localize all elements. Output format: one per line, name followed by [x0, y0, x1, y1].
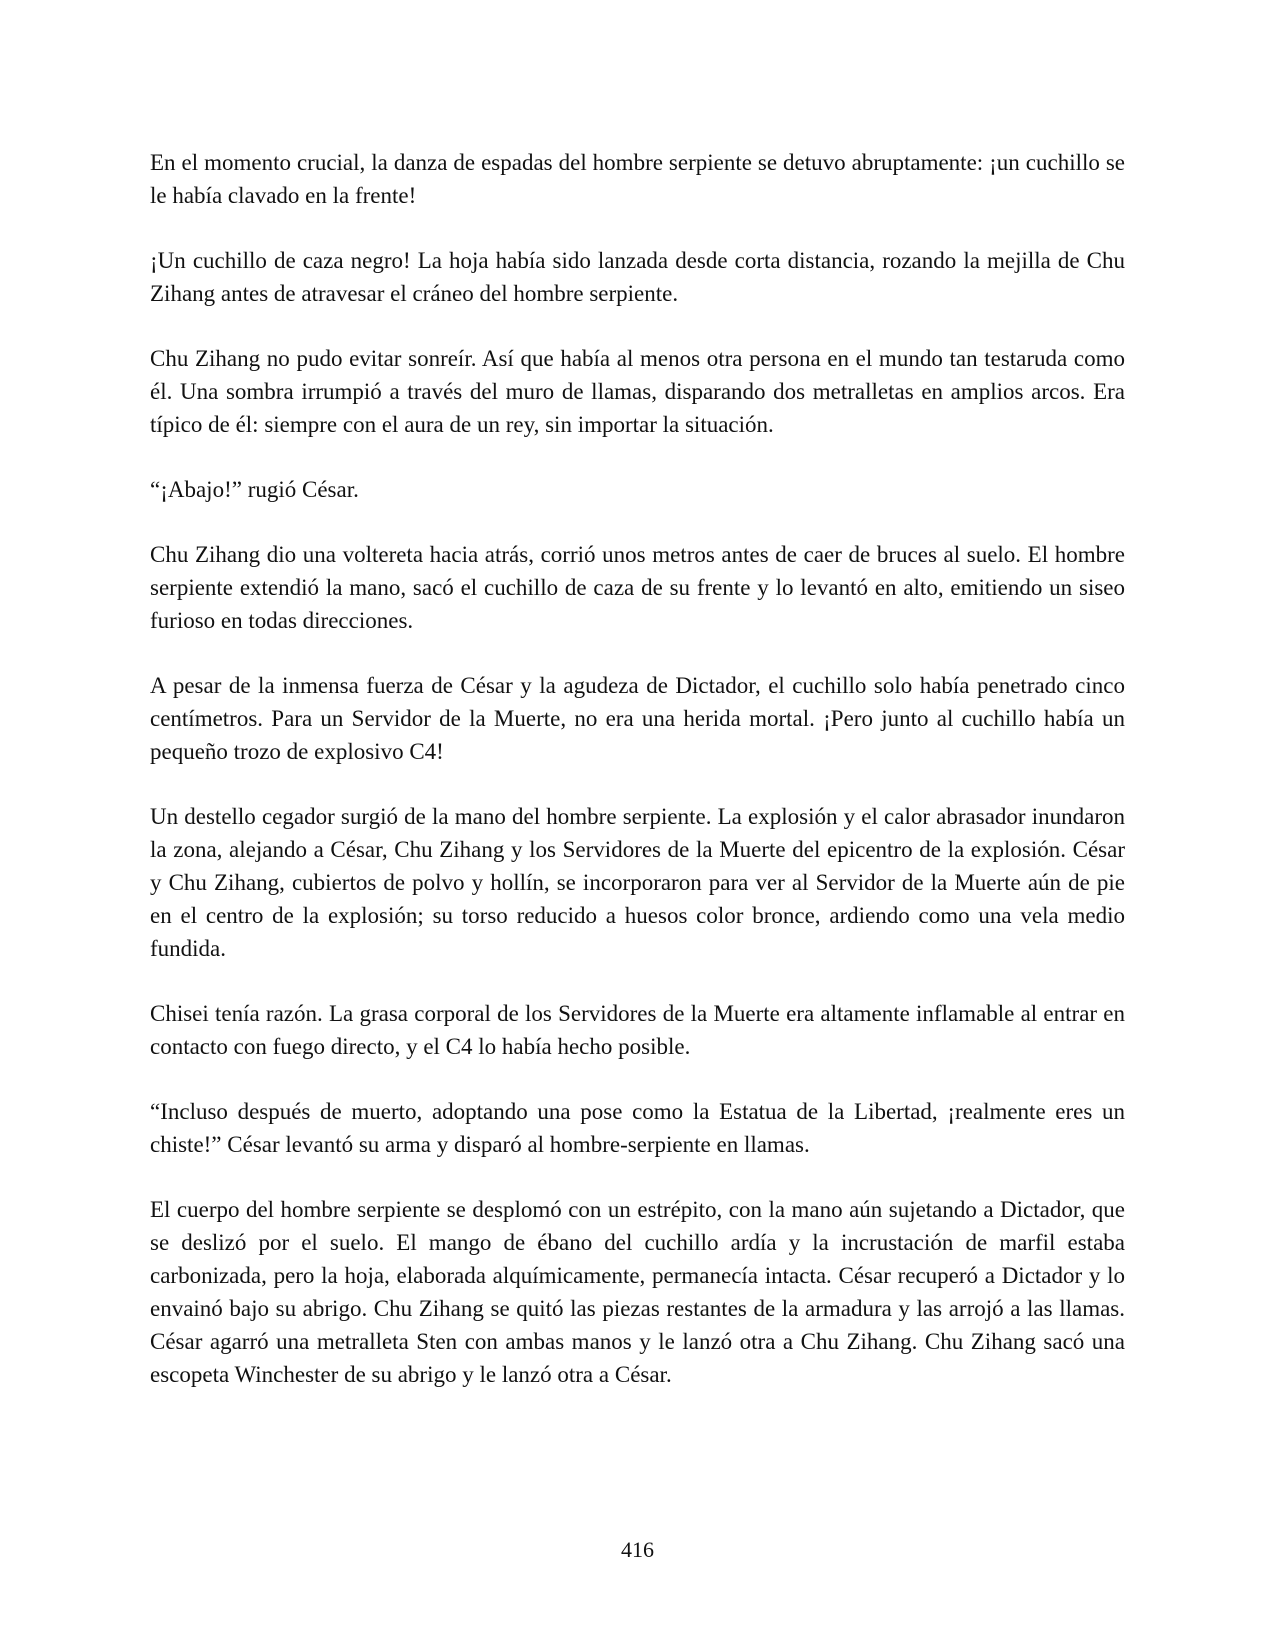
- page-number: 416: [621, 1537, 654, 1562]
- paragraph-2: ¡Un cuchillo de caza negro! La hoja había sido lanzada desde corta distancia, rozando la mejilla de Chu Zihang antes de atravesar el cráneo del hombre serpiente.: [150, 248, 1125, 306]
- paragraph-6: A pesar de la inmensa fuerza de César y la agudeza de Dictador, el cuchillo solo había penetrado cinco centímetros. Para un Servidor de la Muerte, no era una herida mortal. ¡Pero junto al cuchillo había un pequeño trozo de explosivo C4!: [150, 673, 1125, 764]
- paragraph-3: Chu Zihang no pudo evitar sonreír. Así que había al menos otra persona en el mundo tan testaruda como él. Una sombra irrumpió a través del muro de llamas, disparando dos metralletas en amplios arcos. Era típico de él: siempre con el aura de un rey, sin importar la situación.: [150, 346, 1125, 437]
- body-text: [150, 146, 1125, 1423]
- paragraph-8: Chisei tenía razón. La grasa corporal de los Servidores de la Muerte era altamente inflamable al entrar en contacto con fuego directo, y el C4 lo había hecho posible.: [150, 1001, 1125, 1059]
- paragraph-4: “¡Abajo!” rugió César.: [150, 477, 359, 502]
- paragraph-7: Un destello cegador surgió de la mano del hombre serpiente. La explosión y el calor abrasador inundaron la zona, alejando a César, Chu Zihang y los Servidores de la Muerte del epicentro de la explosión. César y Chu Zihang, cubiertos de polvo y hollín, se incorporaron para ver al Servidor de la Muerte aún de pie en el centro de la explosión; su torso reducido a huesos color bronce, ardiendo como una vela medio fundida.: [150, 804, 1125, 961]
- paragraph-1: En el momento crucial, la danza de espadas del hombre serpiente se detuvo abruptamente: ¡un cuchillo se le había clavado en la frente!: [150, 150, 1125, 208]
- paragraph-9: “Incluso después de muerto, adoptando una pose como la Estatua de la Libertad, ¡realmente eres un chiste!” César levantó su arma y disparó al hombre-serpiente en llamas.: [150, 1099, 1125, 1157]
- paragraph-5: Chu Zihang dio una voltereta hacia atrás, corrió unos metros antes de caer de bruces al suelo. El hombre serpiente extendió la mano, sacó el cuchillo de caza de su frente y lo levantó en alto, emitiendo un siseo furioso en todas direcciones.: [150, 542, 1125, 633]
- paragraph-10: El cuerpo del hombre serpiente se desplomó con un estrépito, con la mano aún sujetando a Dictador, que se deslizó por el suelo. El mango de ébano del cuchillo ardía y la incrustación de marfil estaba carbonizada, pero la hoja, elaborada alquímicamente, permanecía intacta. César recuperó a Dictador y lo envainó bajo su abrigo. Chu Zihang se quitó las piezas restantes de la armadura y las arrojó a las llamas. César agarró una metralleta Sten con ambas manos y le lanzó otra a Chu Zihang. Chu Zihang sacó una escopeta Winchester de su abrigo y le lanzó otra a César.: [150, 1197, 1125, 1387]
